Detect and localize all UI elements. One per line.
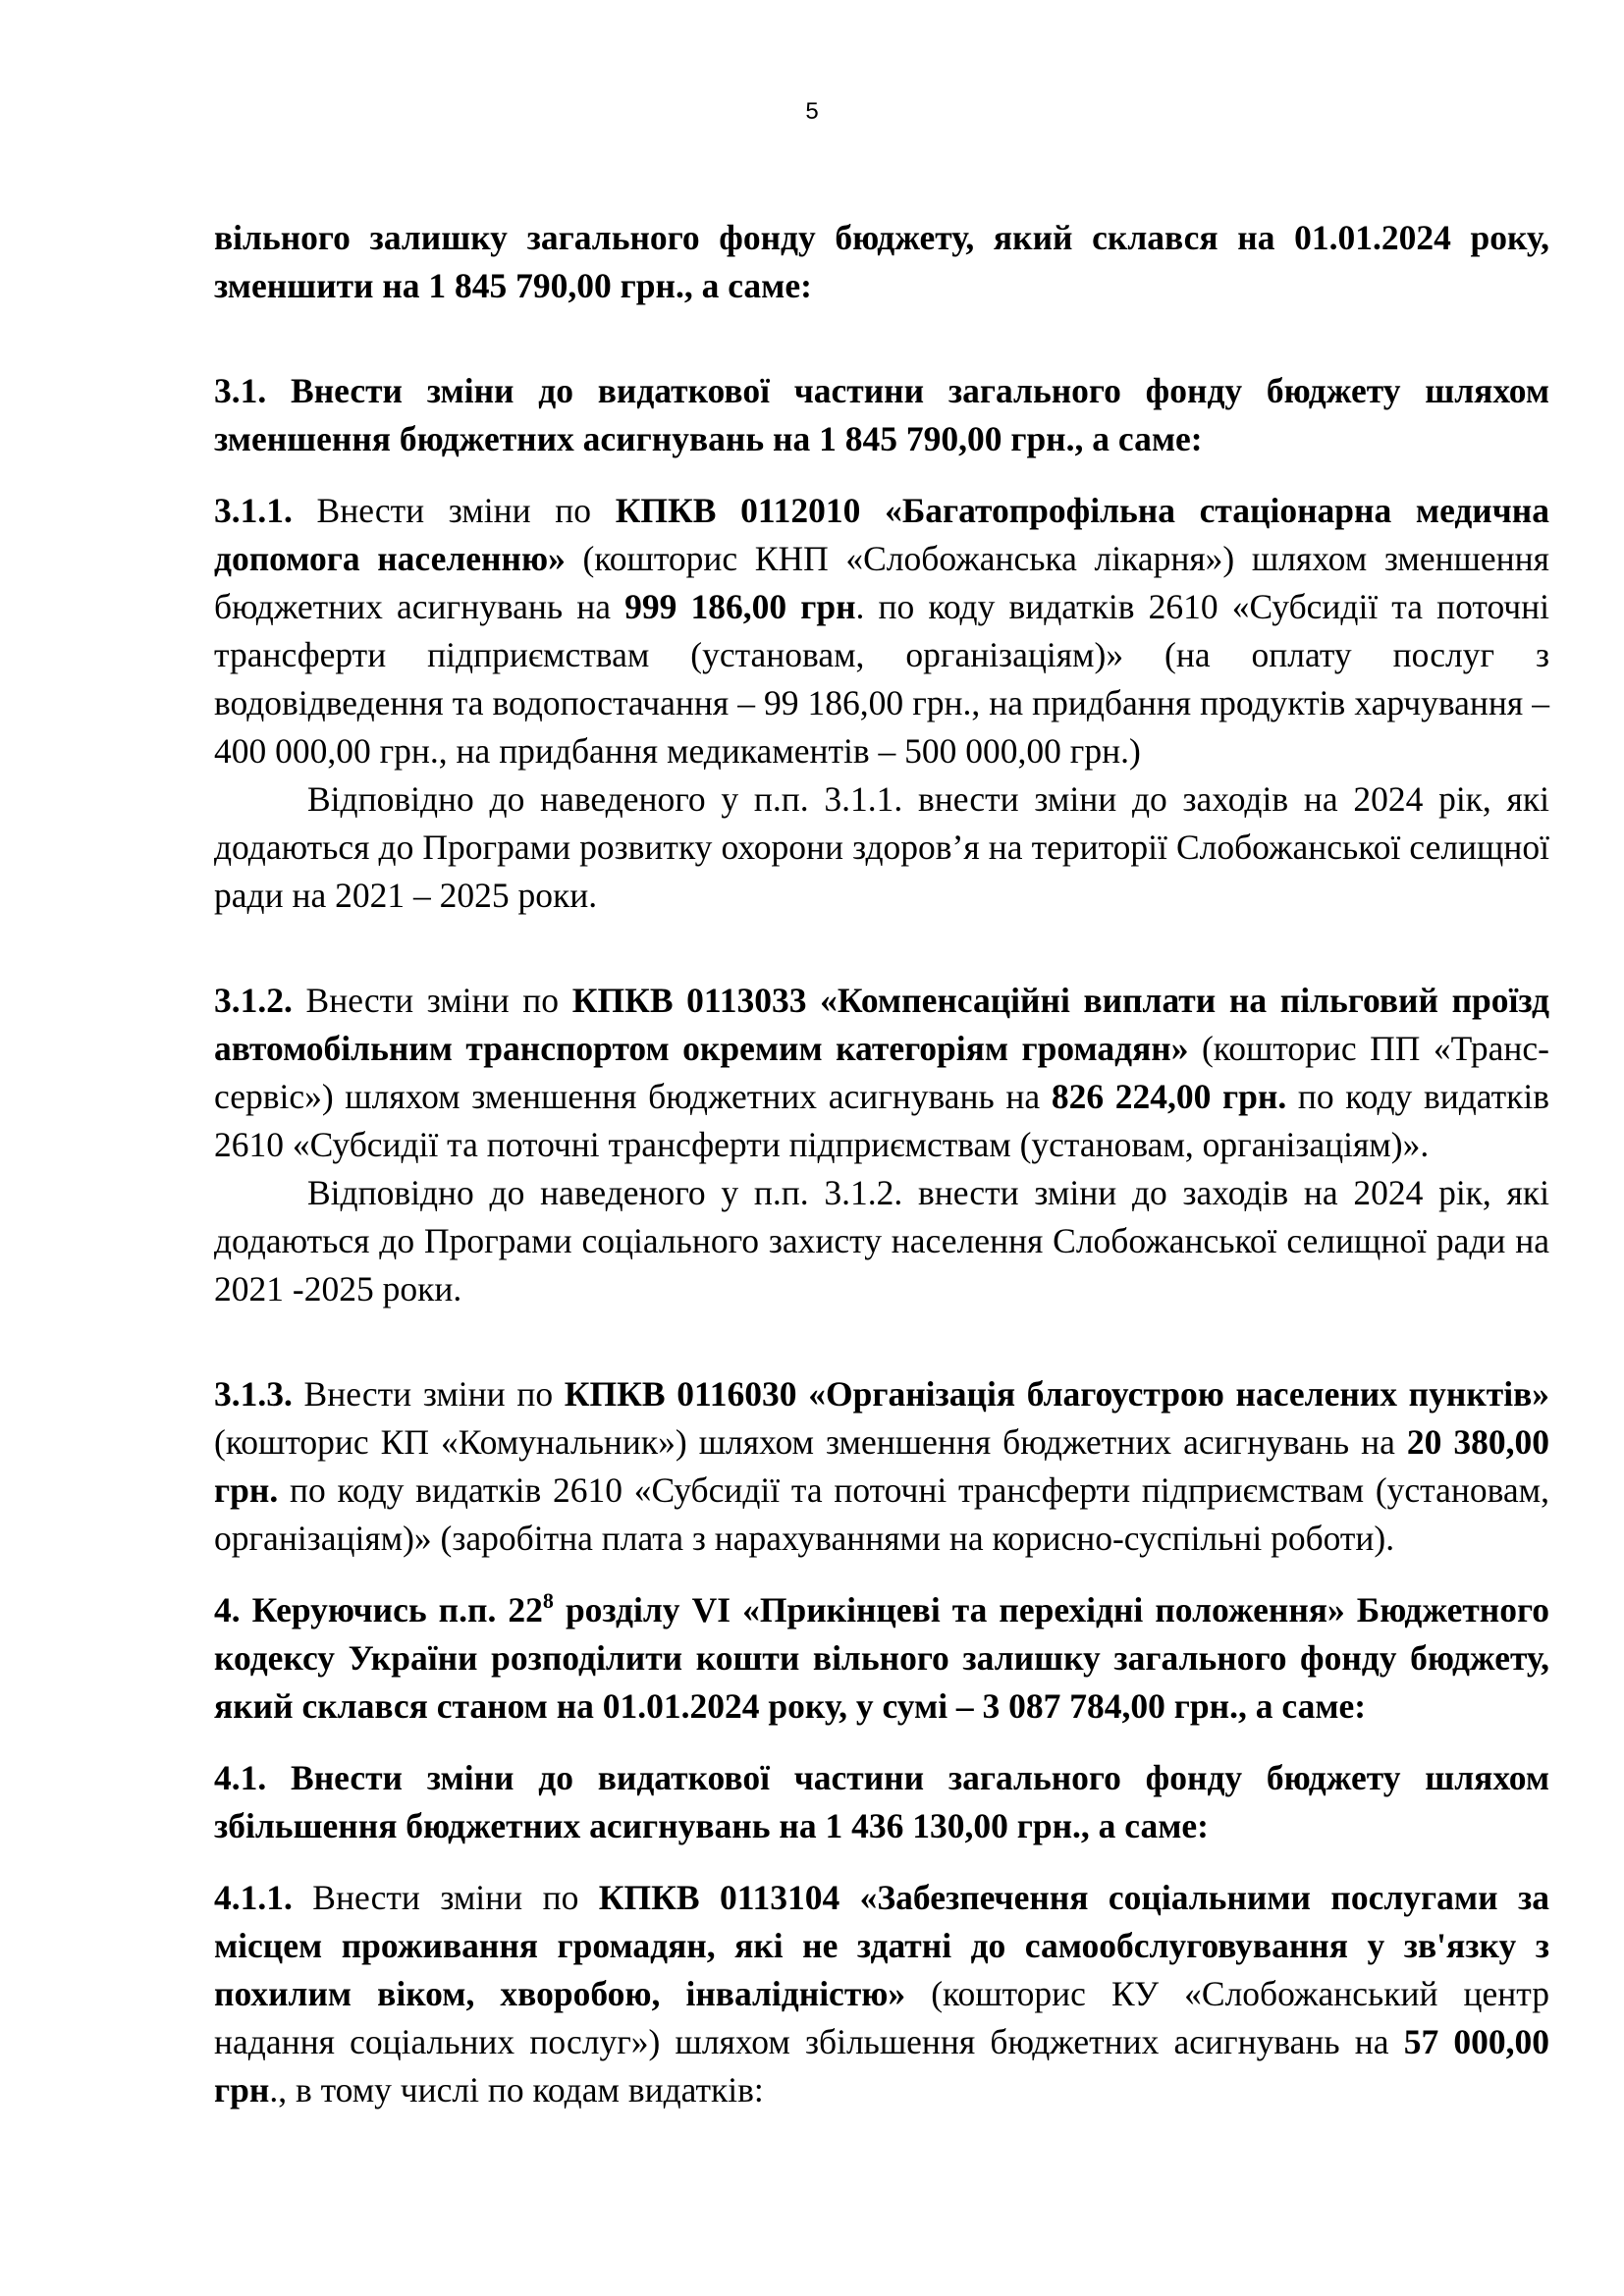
amount: 999 186,00 грн xyxy=(624,587,856,626)
text-run: Внести зміни по xyxy=(292,981,572,1020)
paragraph-4-1 xyxy=(214,1754,1549,1850)
kpkv-title: КПКВ 0116030 «Організація благоустрою населених пунктів» xyxy=(564,1374,1549,1414)
amount: 57 000,00 грн xyxy=(214,2022,1550,2109)
text-run: . по коду видатків 2610 «Субсидії та поточні трансферти підприємствам (установам, організаціям)» (на оплату послуг з водовідведення та водопостачання – 99 186,00 грн., на придбання продуктів харчування – 400 000,00 грн., на придбання медикаментів – 500 000,00 грн.) xyxy=(214,587,1550,771)
paragraph-intro xyxy=(214,214,1549,310)
amount: 20 380,00 грн. xyxy=(214,1422,1549,1510)
text-run: (кошторис КУ «Слобожанський центр надання соціальних послуг») шляхом збільшення бюджетних асигнувань на xyxy=(214,1974,1549,2061)
amount: 826 224,00 грн. xyxy=(1051,1077,1287,1116)
paragraph-4-1-1 xyxy=(214,1874,1549,2114)
text-run: (кошторис КП «Комунальник») шляхом зменшення бюджетних асигнувань на xyxy=(214,1422,1407,1462)
section-4-text-end: розділу VI «Прикінцеві та перехідні положення» Бюджетного кодексу України розподілити кошти вільного залишку загального фонду бюджету, який склався станом на 01.01.2024 року, у сумі – 3 087 784,00 грн., а саме: xyxy=(214,1590,1549,1726)
paragraph-3-1-2 xyxy=(214,977,1549,1169)
intro-text: вільного залишку загального фонду бюджету, який склався на 01.01.2024 року, зменшити на 1 845 790,00 грн., а саме: xyxy=(214,218,1549,305)
text-run: по коду видатків 2610 «Субсидії та поточні трансферти підприємствам (установам, організаціям)». xyxy=(214,1077,1549,1164)
kpkv-title: КПКВ 0112010 «Багатопрофільна стаціонарна медична допомога населенню» xyxy=(214,491,1549,578)
superscript: 8 xyxy=(542,1588,554,1613)
paragraph-3-1-1 xyxy=(214,487,1549,775)
item-number: 3.1.3. xyxy=(214,1374,293,1414)
paragraph-3-1 xyxy=(214,367,1549,463)
text-run: Внести зміни по xyxy=(292,491,616,530)
kpkv-title: КПКВ 0113033 «Компенсаційні виплати на пільговий проїзд автомобільним транспортом окремим категоріям громадян» xyxy=(214,981,1549,1068)
item-number: 3.1.1. xyxy=(214,491,293,530)
section-4-text-start: 4. Керуючись п.п. 22 xyxy=(214,1590,543,1629)
text-run: по коду видатків 2610 «Субсидії та поточні трансферти підприємствам (установам, організаціям)» (заробітна плата з нарахуваннями на корисно-суспільні роботи). xyxy=(214,1470,1549,1558)
kpkv-title: КПКВ 0113104 «Забезпечення соціальними послугами за місцем проживання громадян, які не здатні до самообслуговування у зв'язку з похилим віком, хворобою, інвалідністю» xyxy=(214,1878,1549,2013)
text-run: ., в тому числі по кодам видатків: xyxy=(269,2070,764,2109)
paragraph-3-1-1-program: Відповідно до наведеного у п.п. 3.1.1. внести зміни до заходів на 2024 рік, які додаються до Програми розвитку охорони здоров’я на території Слобожанської селищної ради на 2021 – 2025 роки. xyxy=(214,779,1549,915)
paragraph-4 xyxy=(214,1586,1549,1731)
section-3-1-text: 3.1. Внести зміни до видаткової частини загального фонду бюджету шляхом зменшення бюджетних асигнувань на 1 845 790,00 грн., а саме: xyxy=(214,371,1549,458)
paragraph-3-1-2-program: Відповідно до наведеного у п.п. 3.1.2. внести зміни до заходів на 2024 рік, які додаються до Програми соціального захисту населення Слобожанської селищної ради на 2021 -2025 роки. xyxy=(214,1173,1549,1308)
page-number: 5 xyxy=(805,98,819,125)
document-body xyxy=(214,214,1549,2114)
paragraph-3-1-3 xyxy=(214,1370,1549,1563)
text-run: (кошторис ПП «Транс-сервіс») шляхом зменшення бюджетних асигнувань на xyxy=(214,1029,1550,1116)
section-4-1-text: 4.1. Внести зміни до видаткової частини загального фонду бюджету шляхом збільшення бюджетних асигнувань на 1 436 130,00 грн., а саме: xyxy=(214,1758,1549,1845)
item-number: 3.1.2. xyxy=(214,981,293,1020)
text-run: Внести зміни по xyxy=(292,1374,565,1414)
text-run: Внести зміни по xyxy=(292,1878,599,1917)
item-number: 4.1.1. xyxy=(214,1878,293,1917)
text-run: (кошторис КНП «Слобожанська лікарня») шляхом зменшення бюджетних асигнувань на xyxy=(214,539,1549,626)
